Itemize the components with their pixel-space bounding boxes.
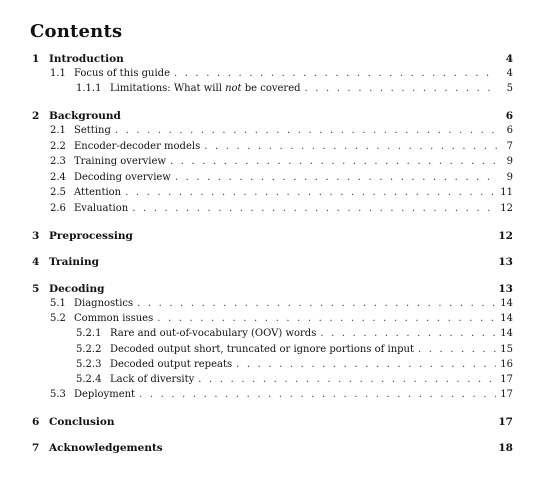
dot-leader [132,203,496,214]
toc-section-attention[interactable] [50,187,513,201]
dot-leader [139,389,496,400]
toc-subsection-limitations[interactable] [76,83,513,97]
toc-page: 16 [500,359,513,370]
toc-chapter-acknowledgements[interactable] [32,442,513,456]
toc-label: Training overview [74,156,166,167]
toc-subsection-output-short[interactable] [76,344,513,358]
toc-number: 7 [32,442,40,454]
toc-number: 1 [32,53,40,65]
dot-leader [305,83,497,94]
toc-page: 7 [506,141,513,152]
toc-subsection-output-repeats[interactable] [76,359,513,373]
emphasis-not: not [225,83,242,94]
toc-page: 14 [500,298,513,309]
toc-page: 17 [498,416,513,428]
dot-leader [137,298,496,309]
toc-number: 5.2.3 [76,359,102,370]
toc-number: 5.2.2 [76,344,102,355]
dot-leader [198,374,496,385]
toc-number: 3 [32,230,40,242]
dot-leader [170,156,497,167]
toc-subsection-lack-diversity[interactable] [76,374,513,388]
dot-leader [320,328,496,339]
toc-section-setting[interactable] [50,125,513,139]
toc-label: Rare and out-of-vocabulary (OOV) words [110,328,317,339]
toc-number: 2 [32,110,40,122]
dot-leader [125,187,496,198]
toc-page: 4 [506,68,513,79]
toc-label: Decoded output short, truncated or ignore portions of input [110,344,414,355]
toc-label: Deployment [74,389,136,400]
toc-number: 4 [32,256,40,268]
dot-leader [174,68,497,79]
toc-page: 12 [500,203,513,214]
toc-label: Limitations: What will not be covered [110,83,301,94]
toc-number: 6 [32,416,40,428]
dot-leader [157,313,496,324]
toc-page: 17 [500,374,513,385]
dot-leader [115,125,497,136]
toc-section-encoder-decoder[interactable] [50,141,513,155]
toc-section-common-issues[interactable] [50,313,513,327]
toc-page: 5 [506,83,513,94]
toc-section-diagnostics[interactable] [50,298,513,312]
toc-label: Diagnostics [74,298,134,309]
dot-leader [175,172,497,183]
toc-section-evaluation[interactable] [50,203,513,217]
dot-leader [204,141,497,152]
toc-label: Common issues [74,313,154,324]
toc-chapter-background[interactable] [32,110,513,124]
toc-label: Acknowledgements [49,442,163,454]
dot-leader [418,344,496,355]
toc-number: 2.6 [50,203,66,214]
toc-page: 11 [500,187,513,198]
toc-page: 15 [500,344,513,355]
toc-page: 17 [500,389,513,400]
toc-number: 2.4 [50,172,66,183]
toc-chapter-introduction[interactable] [32,53,513,67]
toc-page: 9 [506,172,513,183]
toc-number: 2.1 [50,125,66,136]
page-title: Contents [30,21,123,42]
toc-page: 13 [498,283,513,295]
toc-number: 5.2.1 [76,328,102,339]
toc-section-deployment[interactable] [50,389,513,403]
toc-number: 2.5 [50,187,66,198]
toc-section-decoding-overview[interactable] [50,172,513,186]
toc-label: Lack of diversity [110,374,195,385]
toc-number: 5.2 [50,313,66,324]
toc-chapter-preprocessing[interactable] [32,230,513,244]
toc-label: Setting [74,125,111,136]
toc-page: 9 [506,156,513,167]
toc-number: 5.2.4 [76,374,102,385]
toc-label: Decoding overview [74,172,171,183]
toc-page: 13 [498,256,513,268]
toc-number: 2.2 [50,141,66,152]
toc-label: Focus of this guide [74,68,170,79]
toc-label: Encoder-decoder models [74,141,201,152]
toc-section-focus[interactable] [50,68,513,82]
toc-number: 5.3 [50,389,66,400]
toc-page: 14 [500,328,513,339]
toc-number: 1.1.1 [76,83,102,94]
toc-number: 2.3 [50,156,66,167]
toc-label: Attention [74,187,122,198]
toc-label: Introduction [49,53,124,65]
toc-page: 14 [500,313,513,324]
toc-label: Decoded output repeats [110,359,233,370]
toc-label: Evaluation [74,203,129,214]
toc-page: 12 [498,230,513,242]
toc-chapter-training[interactable] [32,256,513,270]
toc-page: 6 [506,125,513,136]
toc-number: 5 [32,283,40,295]
toc-label: Preprocessing [49,230,133,242]
toc-label: Decoding [49,283,105,295]
toc-label: Conclusion [49,416,115,428]
toc-page: 6 [505,110,513,122]
toc-label: Training [49,256,99,268]
toc-chapter-conclusion[interactable] [32,416,513,430]
dot-leader [236,359,496,370]
toc-number: 5.1 [50,298,66,309]
toc-chapter-decoding[interactable] [32,283,513,297]
toc-section-training-overview[interactable] [50,156,513,170]
toc-label: Background [49,110,121,122]
toc-page: 18 [498,442,513,454]
toc-number: 1.1 [50,68,66,79]
toc-page: 4 [505,53,513,65]
toc-subsection-rare-oov[interactable] [76,328,513,342]
